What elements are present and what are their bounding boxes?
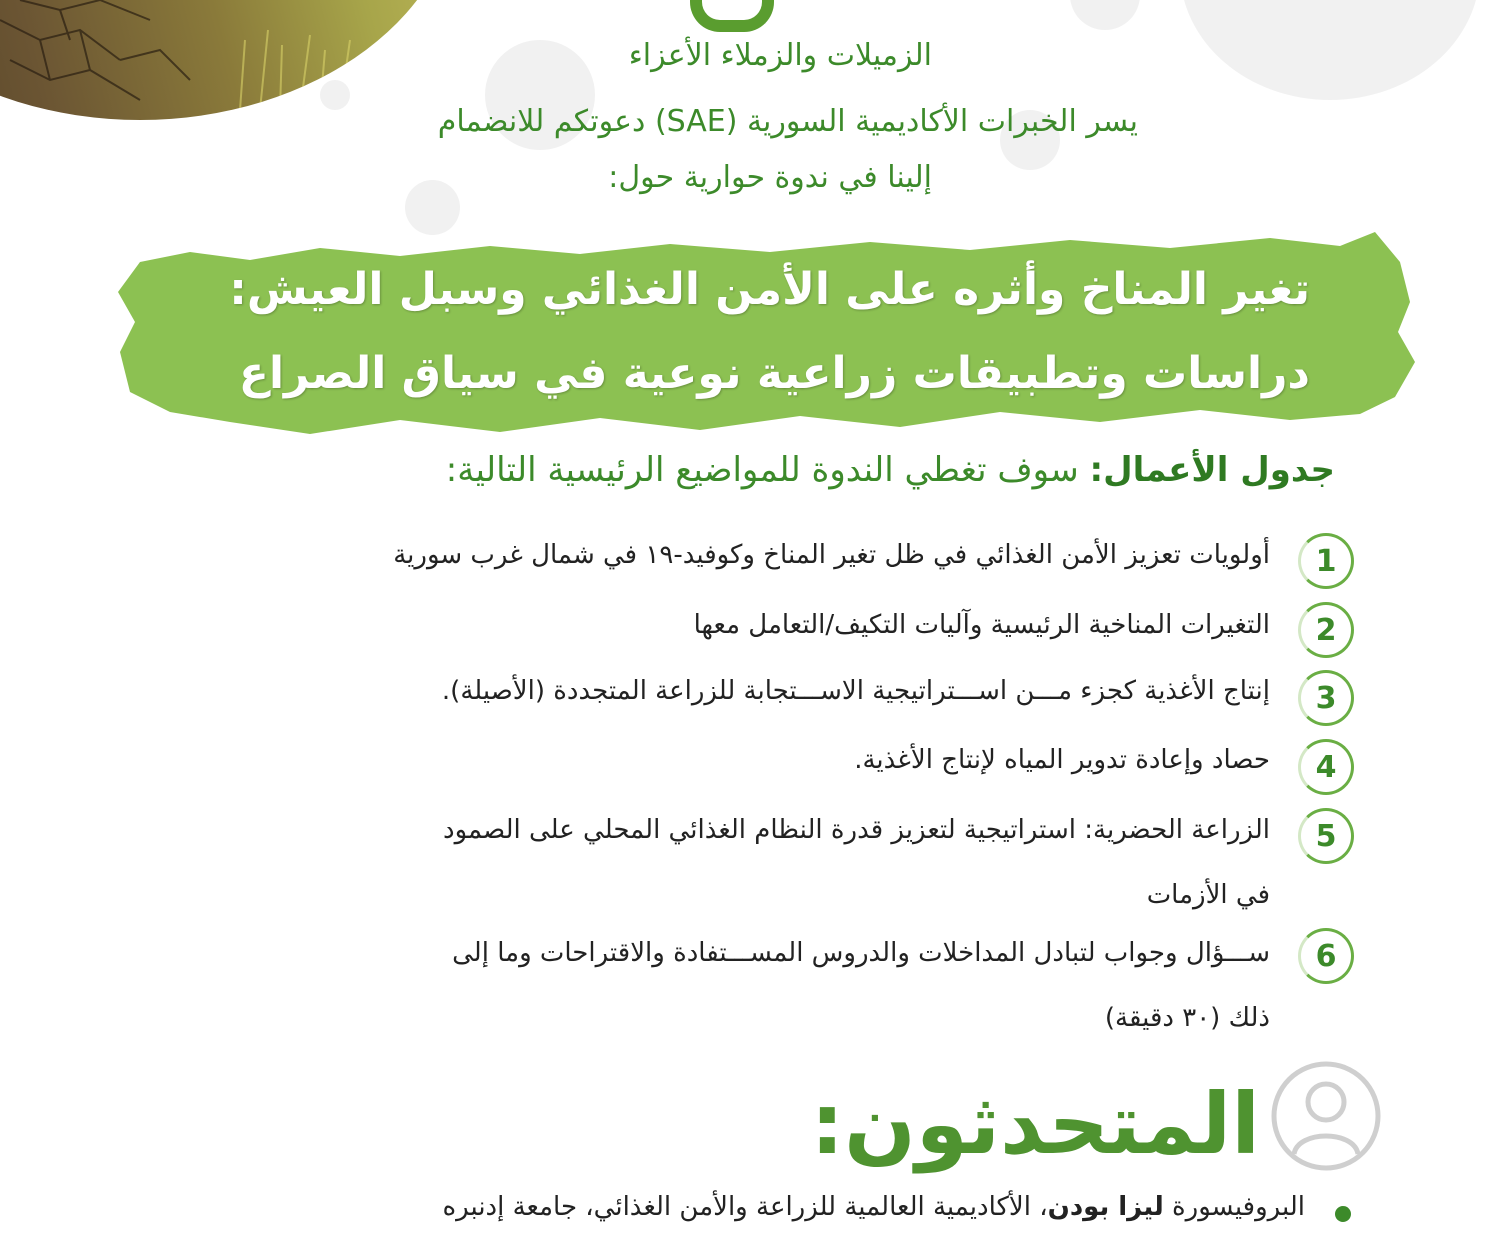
- speaker-prefix: البروفيسورة: [1163, 1192, 1305, 1222]
- bullet-icon: [1335, 1206, 1351, 1222]
- item-number: 4: [1298, 739, 1354, 795]
- agenda-item-4: حصاد وإعادة تدوير المياه لإنتاج الأغذية.: [854, 745, 1270, 775]
- person-icon: [1270, 1060, 1382, 1172]
- agenda-item-2: التغيرات المناخية الرئيسية وآليات التكيف/التعامل معها: [693, 610, 1270, 640]
- title-line-1: تغير المناخ وأثره على الأمن الغذائي وسبل العيش:: [229, 264, 1310, 315]
- agenda-item-6-cont: ذلك (٣٠ دقيقة): [1104, 1003, 1270, 1033]
- agenda-item-3: إنتاج الأغذية كجزء مـــن اســـتراتيجية الاســـتجابة للزراعة المتجددة (الأصيلة).: [441, 676, 1270, 706]
- agenda-heading: [446, 450, 1335, 490]
- item-number: 6: [1298, 928, 1354, 984]
- agenda-text: سوف تغطي الندوة للمواضيع الرئيسية التالية:: [445, 450, 1090, 490]
- speakers-title: المتحدثون:: [810, 1075, 1260, 1173]
- agenda-item-5: الزراعة الحضرية: استراتيجية لتعزيز قدرة النظام الغذائي المحلي على الصمود: [443, 815, 1270, 845]
- brush-stroke-background: [110, 222, 1420, 442]
- agenda-item-1: أولويات تعزيز الأمن الغذائي في ظل تغير المناخ وكوفيد-١٩ في شمال غرب سورية: [393, 540, 1270, 570]
- title-line-2: دراسات وتطبيقات زراعية نوعية في سياق الصراع: [238, 348, 1310, 399]
- background-circle: [1070, 0, 1140, 30]
- item-number: 2: [1298, 602, 1354, 658]
- speaker-affiliation: ، الأكاديمية العالمية للزراعة والأمن الغذائي، جامعة إدنبره: [442, 1192, 1048, 1222]
- item-number: 3: [1298, 670, 1354, 726]
- background-circle: [1180, 0, 1480, 100]
- photo-dry-field: [0, 0, 460, 120]
- speaker-name: ليزا بودن: [1047, 1192, 1164, 1222]
- intro-line-1: يسر الخبرات الأكاديمية السورية (SAE) دعوتكم للانضمام: [437, 104, 1138, 139]
- logo-fragment: [690, 0, 774, 32]
- cracked-earth-texture: [0, 0, 460, 120]
- agenda-label: جدول الأعمال:: [1089, 450, 1335, 490]
- speaker-1: [443, 1192, 1306, 1222]
- agenda-item-6: ســـؤال وجواب لتبادل المداخلات والدروس المســـتفادة والاقتراحات وما إلى: [452, 938, 1270, 968]
- item-number: 1: [1298, 533, 1354, 589]
- title-banner: [110, 222, 1420, 442]
- item-number: 5: [1298, 808, 1354, 864]
- intro-line-2: إلينا في ندوة حوارية حول:: [608, 160, 932, 195]
- greeting: الزميلات والزملاء الأعزاء: [628, 38, 932, 73]
- agenda-item-5-cont: في الأزمات: [1146, 880, 1270, 910]
